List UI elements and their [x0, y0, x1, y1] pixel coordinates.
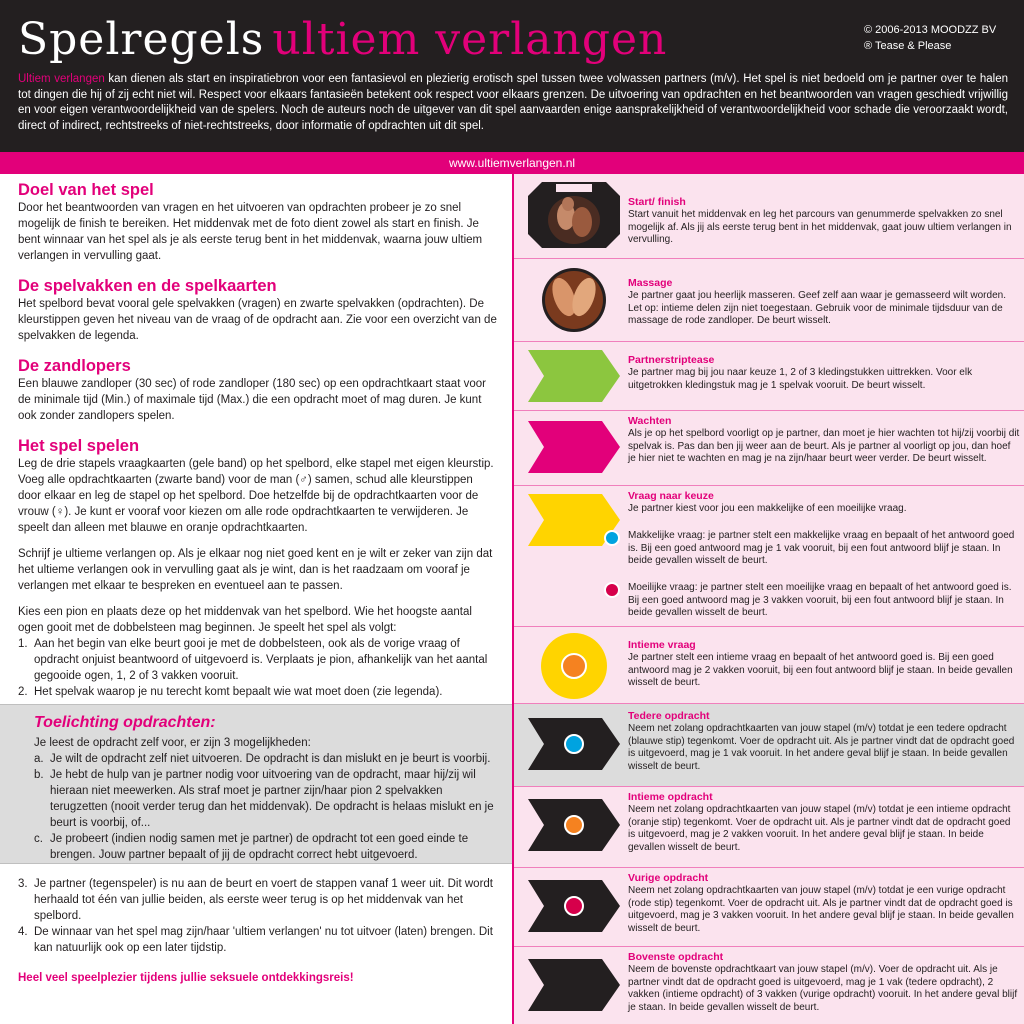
- black-arrow-icon: [528, 959, 620, 1011]
- legend-title: Start/ finish: [628, 196, 686, 208]
- final-steps-list: [18, 876, 498, 956]
- start-finish-icon: [528, 182, 620, 248]
- legend-description: Neem de bovenste opdrachtkaart van jouw stapel (m/v). Voer de opdracht uit. Als je partner vindt dat de opdracht goed is uitgevoerd, mag je 1 vak (tedere opdracht), 2 vakken (intieme opdracht) of 3 vakken (vurige opdracht) vooruit. In het andere geval blijf je staan. In beide gevallen wisselt de beurt.: [628, 964, 1018, 1013]
- intro-text: [18, 72, 1008, 134]
- red-dot-icon: [604, 582, 620, 598]
- legend-description: Je partner gaat jou heerlijk masseren. Geef zelf aan waar je gemasseerd wilt worden. Let op: intieme delen zijn niet toegestaan. Gebruik voor de minimale tijdsduur van de massage de rode zandloper. De beurt wisselt.: [628, 290, 1006, 327]
- legend-text: [628, 277, 1020, 328]
- legend-title: Tedere opdracht: [628, 710, 710, 722]
- legend-description: Neem net zolang opdrachtkaarten van jouw stapel (m/v) totdat je een vurige opdracht (rode stip) tegenkomt. Voer de opdracht uit. Als je partner vindt dat de opdracht goed is uitgevoerd, mag je 3 vakken vooruit. In het andere geval blijf je staan. In beide gevallen wisselt de beurt.: [628, 885, 1014, 934]
- easy-question-item: Makkelijke vraag: je partner stelt een makkelijke vraag en bepaalt of het antwoord goed is. Bij een goed antwoord mag je 1 vak vooruit, bij een fout antwoord blijf je staan. In beide gevallen wisselt de beurt.: [628, 530, 1020, 568]
- section-zandlopers: [18, 356, 498, 424]
- legend-description: Neem net zolang opdrachtkaarten van jouw stapel (m/v) totdat je een tedere opdracht (blauwe stip) tegenkomt. Voer de opdracht uit. Als je partner vindt dat de opdracht goed is uitgevoerd, mag je 1 vak vooruit. In het andere geval blijf je staan. In beide gevallen wisselt de beurt.: [628, 723, 1015, 772]
- legend-title: Vraag naar keuze: [628, 490, 714, 502]
- section-doel: [18, 180, 498, 264]
- section-text: Kies een pion en plaats deze op het middenvak van het spelbord. Wie het hoogste aantal ogen gooit met de dobbelsteen mag beginnen. Je speelt het spel als volgt:: [18, 606, 472, 634]
- legend-text: [628, 490, 1020, 516]
- legend-title: Vurige opdracht: [628, 872, 709, 884]
- website-link[interactable]: www.ultiemverlangen.nl: [448, 156, 576, 170]
- legend-bovenste-opdracht: [514, 947, 1024, 1024]
- copyright: [864, 22, 1004, 54]
- green-arrow-icon: [528, 350, 620, 402]
- section-heading: De spelvakken en de spelkaarten: [18, 277, 277, 295]
- list-item: c. Je probeert (indien nodig samen met je partner) de opdracht tot een goed einde te brengen. Jouw partner bepaalt of jij de opdracht correct hebt uitgevoerd.: [34, 833, 469, 861]
- legend-title: Partnerstriptease: [628, 354, 715, 366]
- section-heading: De zandlopers: [18, 357, 131, 375]
- legend-massage: [514, 259, 1024, 341]
- legend-intieme-opdracht: [514, 787, 1024, 867]
- trademark-line: ® Tease & Please: [864, 40, 952, 52]
- legend-description: Je partner kiest voor jou een makkelijke of een moeilijke vraag.: [628, 503, 907, 514]
- list-item: 1. Aan het begin van elke beurt gooi je met de dobbelsteen, ook als de vorige vraag of opdracht onjuist beantwoord of uitgevoerd is. Verplaats je pion, afhankelijk van het aantal gegooide ogen, 1, 2 of 3 vakken vooruit.: [18, 638, 488, 682]
- legend-text: [628, 354, 1020, 392]
- section-heading: Doel van het spel: [18, 181, 154, 199]
- toelichting-intro: Je leest de opdracht zelf voor, er zijn 3 mogelijkheden:: [34, 737, 311, 749]
- massage-icon: [528, 267, 620, 333]
- legend-text: [628, 196, 1020, 247]
- legend-vraag-naar-keuze: [514, 486, 1024, 626]
- legend-text: [628, 639, 1020, 690]
- section-text: Een blauwe zandloper (30 sec) of rode zandloper (180 sec) op een opdrachtkaart staat voor de minimale tijd (Min.) of maximale tijd (Max.) die een opdracht moet of mag duren. Je kunt ook zonder zandlopers spelen.: [18, 378, 486, 422]
- header: [0, 0, 1024, 152]
- section-text: Leg de drie stapels vraagkaarten (gele band) op het spelbord, elke stapel met eigen kleurstip. Voeg alle opdrachtkaarten (zwarte band) voor de man (♂) samen, schud alle kleurstippen door elkaar en leg de stapel op het spelbord. Doe hetzelfde bij de opdrachtkaarten voor de vrouw (♀). Je kunt er vooraf voor kiezen om alle rode opdrachtkaarten te verwijderen. Je speelt dan alleen met blauwe en oranje opdrachtkaarten.: [18, 458, 494, 534]
- section-text: Schrijf je ultieme verlangen op. Als je elkaar nog niet goed kent en je wilt er zeker van zijn dat het ultieme verlangen ook in vervulling gaat als je wint, dan is het raadzaam om vooraf je verlangen met elkaar te bespreken en eventueel aan te passen.: [18, 548, 493, 592]
- toelichting-box: [0, 704, 512, 864]
- legend-title: Massage: [628, 277, 673, 289]
- legend-intieme-vraag: [514, 627, 1024, 703]
- page-title: [18, 12, 667, 68]
- legend-text: [628, 710, 1020, 773]
- url-bar: [0, 152, 1024, 174]
- copyright-line: © 2006-2013 MOODZZ BV: [864, 24, 997, 36]
- hard-question-item: Moeilijke vraag: je partner stelt een moeilijke vraag en bepaalt of het antwoord goed is. Bij een goed antwoord mag je 3 vakken vooruit, bij een fout antwoord blijf je staan. In beide gevallen wisselt de beurt.: [628, 582, 1020, 620]
- list-item: 2. Het spelvak waarop je nu terecht komt bepaalt wie wat moet doen (zie legenda).: [18, 686, 443, 698]
- toelichting-list: [34, 751, 494, 863]
- play-steps-list: [18, 636, 498, 700]
- legend-column: [512, 174, 1024, 1024]
- legend-text: [628, 872, 1020, 935]
- legend-partnerstriptease: [514, 342, 1024, 410]
- title-pink: ultiem verlangen: [272, 14, 668, 65]
- section-spelvakken: [18, 276, 498, 344]
- legend-description: Je partner mag bij jou naar keuze 1, 2 of 3 kledingstukken uittrekken. Voor elk uitgetrokken kledingstuk mag je 1 spelvak vooruit. De beurt wisselt.: [628, 367, 973, 391]
- legend-title: Wachten: [628, 415, 672, 427]
- list-item: 3. Je partner (tegenspeler) is nu aan de beurt en voert de stappen vanaf 1 weer uit. Dit wordt herhaald tot één van jullie beiden, als eerste weer terug is op het middenvak van het spelbord.: [18, 878, 493, 922]
- section-text: Het spelbord bevat vooral gele spelvakken (vragen) en zwarte spelvakken (opdrachten). De kleurstippen geven het niveau van de vraag of de opdracht aan. Zie voor een overzicht van de spelvakken de legenda.: [18, 298, 497, 342]
- legend-text: [628, 415, 1020, 466]
- legend-wachten: [514, 411, 1024, 485]
- legend-description: Als je op het spelbord voorligt op je partner, dan moet je hier wachten tot hij/zij voorbij dit spelvak is. Pas dan ben jij weer aan de beurt. Als je partner al voorligt op jou, dan hoef je hier niet te wachten en mag je na zijn/haar beurt weer verder. De beurt wisselt.: [628, 428, 1020, 465]
- legend-title: Intieme opdracht: [628, 791, 713, 803]
- legend-start-finish: [514, 174, 1024, 258]
- legend-description: Start vanuit het middenvak en leg het parcours van genummerde spelvakken zo snel mogelijk af. Als jij als eerste terug bent in het middenvak, gaat jouw ultiem verlangen in vervulling.: [628, 209, 1012, 246]
- section-text: Door het beantwoorden van vragen en het uitvoeren van opdrachten probeer je zo snel mogelijk de finish te bereiken. Het middenvak met de foto dient zowel als start en finish. Je bent winnaar van het spel als je als eerste terug bent in het middenvak, waarna jouw ultiem verlangen in vervulling gaat.: [18, 202, 483, 262]
- legend-text: [628, 951, 1020, 1014]
- legend-vurige-opdracht: [514, 868, 1024, 946]
- legend-text: [628, 791, 1020, 854]
- legend-description: Je partner stelt een intieme vraag en bepaalt of het antwoord goed is. Bij een goed antwoord mag je 2 vakken vooruit, bij een fout antwoord blijf je staan. In beide gevallen wisselt de beurt.: [628, 652, 1013, 689]
- black-arrow-red-dot-icon: [528, 880, 620, 932]
- legend-title: Intieme vraag: [628, 639, 696, 651]
- legend-title: Bovenste opdracht: [628, 951, 724, 963]
- legend-tedere-opdracht: [514, 704, 1024, 786]
- pink-arrow-icon: [528, 421, 620, 473]
- list-item: a. Je wilt de opdracht zelf niet uitvoeren. De opdracht is dan mislukt en je beurt is voorbij.: [34, 753, 491, 765]
- section-spelen: [18, 436, 498, 700]
- black-arrow-orange-dot-icon: [528, 799, 620, 851]
- closing-line: Heel veel speelplezier tijdens jullie seksuele ontdekkingsreis!: [18, 972, 354, 984]
- section-heading: Het spel spelen: [18, 437, 140, 455]
- intro-body: kan dienen als start en inspiratiebron voor een fantasievol en plezierig erotisch spel tussen twee volwassen partners (m/v). Het spel is niet bedoeld om je partner over te halen tot dingen die hij of zij echt niet wil. Respect voor elkaars fantasieën betekent ook respect voor elkaars grenzen. De uitvoering van opdrachten en het beantwoorden van vragen geschiedt vrijwillig en voor eigen verantwoordelijkheid van de spelers. Noch de auteurs noch de uitgever van dit spel aanvaarden enige aansprakelijkheid of verantwoordelijkheid voor schade die veroorzaakt wordt, direct of indirect, rechtstreeks of niet-rechtstreeks, door informatie of opdrachten uit dit spel.: [18, 73, 1009, 132]
- intro-highlight: Ultiem verlangen: [18, 73, 105, 85]
- yellow-circle-orange-dot-icon: [528, 633, 620, 699]
- list-item: b. Je hebt de hulp van je partner nodig voor uitvoering van de opdracht, maar hij/zij wil hieraan niet meewerken. Als straf moet je partner zijn/haar pion 2 spelvakken terugzetten (nooit verder terug dan het middenvak). De opdracht is helaas mislukt en je beurt is voorbij, of...: [34, 769, 494, 829]
- blue-dot-icon: [604, 530, 620, 546]
- black-arrow-blue-dot-icon: [528, 718, 620, 770]
- list-item: 4. De winnaar van het spel mag zijn/haar 'ultiem verlangen' nu tot uitvoer (laten) brengen. Dit kan natuurlijk ook op een later tijdstip.: [18, 926, 493, 954]
- title-white: Spelregels: [18, 14, 265, 65]
- legend-description: Neem net zolang opdrachtkaarten van jouw stapel (m/v) totdat je een intieme opdracht (oranje stip) tegenkomt. Voer de opdracht uit. Als je partner vindt dat de opdracht goed is uitgevoerd, mag je 2 vakken vooruit. In het andere geval blijf je staan. In beide gevallen wisselt de beurt.: [628, 804, 1011, 853]
- toelichting-heading: Toelichting opdrachten:: [34, 714, 216, 731]
